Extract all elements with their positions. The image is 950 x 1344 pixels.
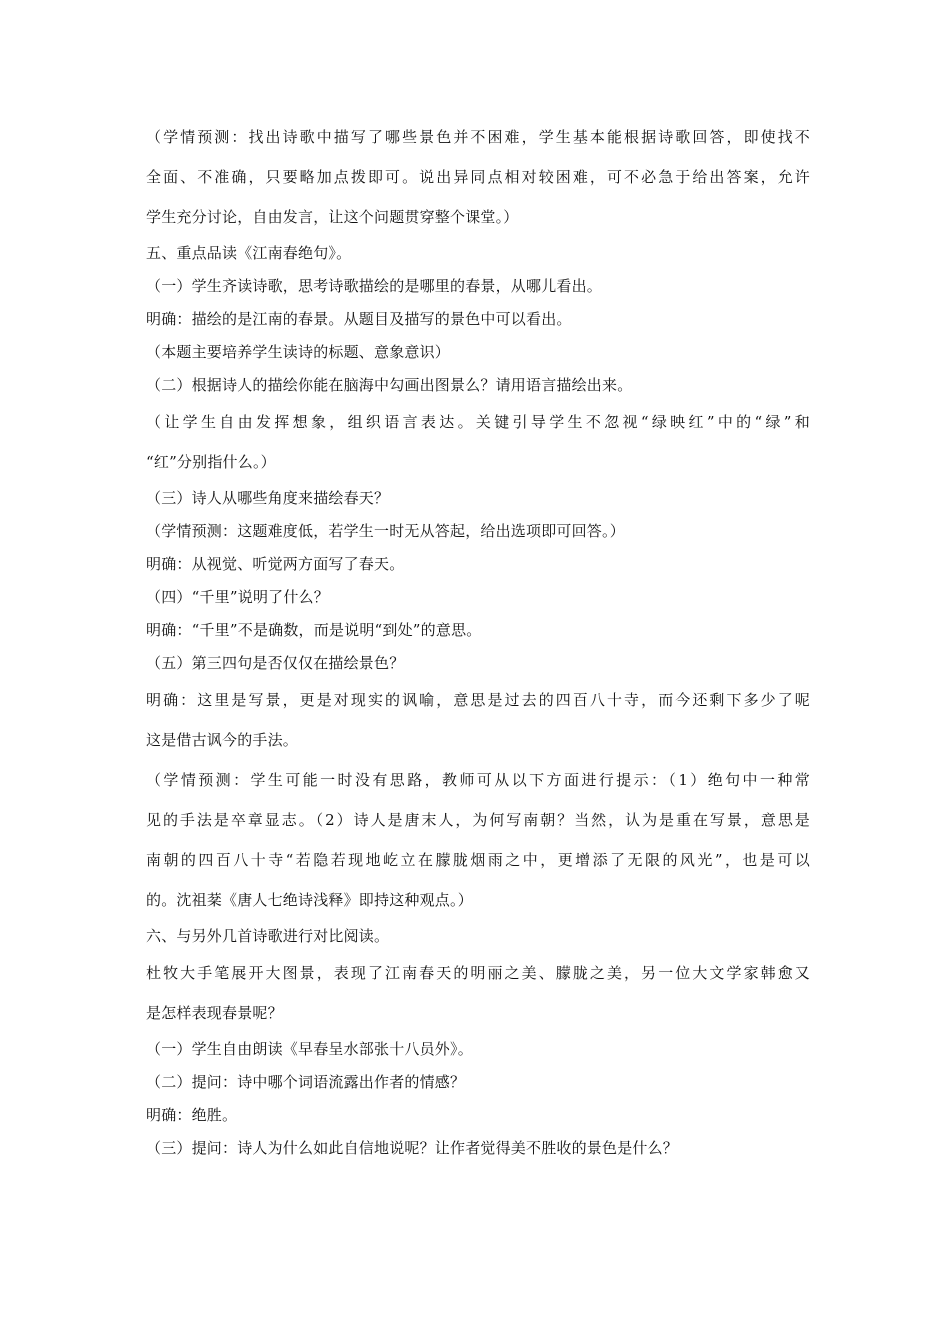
text-line: 全面、不准确，只要略加点拨即可。说出异同点相对较困难，可不必急于给出答案，允许	[146, 168, 810, 186]
text-line: （二）根据诗人的描绘你能在脑海中勾画出图景么？请用语言描绘出来。	[146, 376, 633, 394]
text-line: （二）提问：诗中哪个词语流露出作者的情感？	[146, 1073, 466, 1091]
text-line: 明确：这里是写景，更是对现实的讽喻，意思是过去的四百八十寺，而今还剩下多少了呢	[146, 691, 810, 709]
text-line: 的。沈祖棻《唐人七绝诗浅释》即持这种观点。）	[146, 891, 473, 909]
text-line: 学生充分讨论，自由发言，让这个问题贯穿整个课堂。）	[146, 208, 519, 226]
text-line: 五、重点品读《江南春绝句》。	[146, 244, 352, 262]
text-line: 杜牧大手笔展开大图景，表现了江南春天的明丽之美、朦胧之美，另一位大文学家韩愈又	[146, 964, 810, 982]
text-line: （让学生自由发挥想象，组织语言表达。关键引导学生不忽视“绿映红”中的“绿”和	[146, 413, 810, 431]
text-line: 明确：“千里”不是确数，而是说明“到处”的意思。	[146, 621, 482, 639]
text-line: “红”分别指什么。）	[146, 453, 276, 471]
text-line: （本题主要培养学生读诗的标题、意象意识）	[146, 343, 451, 361]
text-line: 明确：绝胜。	[146, 1106, 238, 1124]
text-line: （一）学生自由朗读《早春呈水部张十八员外》。	[146, 1040, 473, 1058]
text-line: 六、与另外几首诗歌进行对比阅读。	[146, 927, 390, 945]
text-line: 明确：从视觉、听觉两方面写了春天。	[146, 555, 405, 573]
text-line: （一）学生齐读诗歌，思考诗歌描绘的是哪里的春景，从哪儿看出。	[146, 277, 603, 295]
text-line: （学情预测：找出诗歌中描写了哪些景色并不困难，学生基本能根据诗歌回答，即使找不	[146, 128, 810, 146]
text-line: （学情预测：学生可能一时没有思路，教师可从以下方面进行提示：（1）绝句中一种常	[146, 771, 810, 789]
text-line: 见的手法是卒章显志。（2）诗人是唐末人，为何写南朝？当然，认为是重在写景，意思是	[146, 811, 810, 829]
text-line: （三）诗人从哪些角度来描绘春天？	[146, 489, 390, 507]
text-line: （三）提问：诗人为什么如此自信地说呢？让作者觉得美不胜收的景色是什么？	[146, 1139, 679, 1157]
text-line: （学情预测：这题难度低，若学生一时无从答起，给出选项即可回答。）	[146, 522, 625, 540]
text-line: 这是借古讽今的手法。	[146, 731, 299, 749]
text-line: 南朝的四百八十寺“若隐若现地屹立在朦胧烟雨之中，更增添了无限的风光”，也是可以	[146, 851, 810, 869]
document-body	[146, 123, 810, 1171]
text-line: （四）“千里”说明了什么？	[146, 588, 329, 606]
text-line: 明确：描绘的是江南的春景。从题目及描写的景色中可以看出。	[146, 310, 572, 328]
text-line: 是怎样表现春景呢？	[146, 1004, 283, 1022]
text-line: （五）第三四句是否仅仅在描绘景色？	[146, 654, 405, 672]
